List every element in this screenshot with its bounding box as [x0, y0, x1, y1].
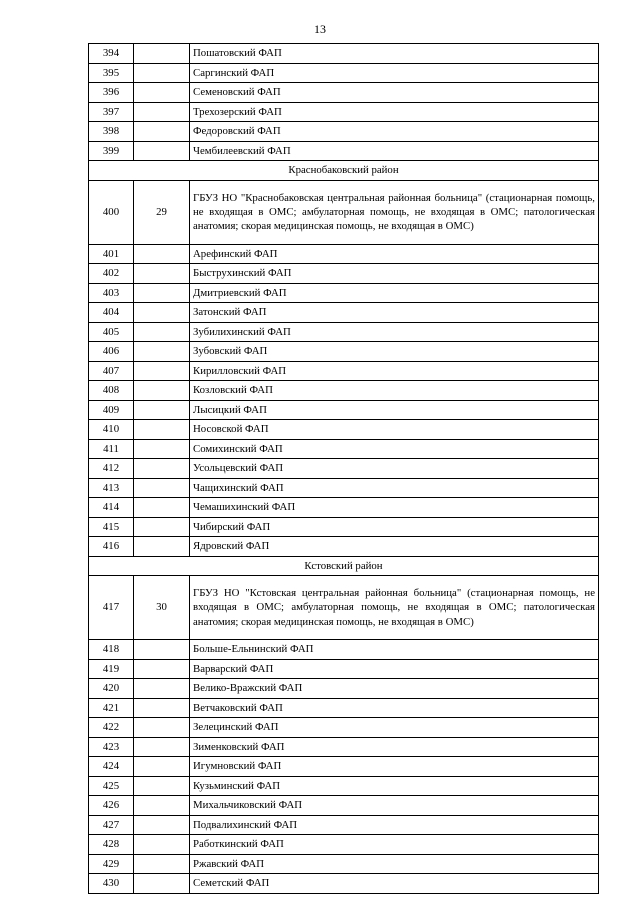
table-row	[89, 796, 599, 816]
facility-name: Лысицкий ФАП	[190, 400, 599, 420]
table-row	[89, 815, 599, 835]
facility-name: Затонский ФАП	[190, 303, 599, 323]
facility-name: Чибирский ФАП	[190, 517, 599, 537]
table-row	[89, 874, 599, 894]
org-code	[134, 322, 190, 342]
org-code: 29	[134, 180, 190, 244]
table-row	[89, 718, 599, 738]
facility-name: Работкинский ФАП	[190, 835, 599, 855]
org-code	[134, 264, 190, 284]
facility-name: Носовской ФАП	[190, 420, 599, 440]
facilities-table	[88, 43, 599, 894]
row-number: 423	[89, 737, 134, 757]
org-code	[134, 640, 190, 660]
row-number: 403	[89, 283, 134, 303]
facility-name: Михальчиковский ФАП	[190, 796, 599, 816]
row-number: 406	[89, 342, 134, 362]
table-row	[89, 459, 599, 479]
org-code	[134, 537, 190, 557]
table-row	[89, 322, 599, 342]
facility-name: Зубовский ФАП	[190, 342, 599, 362]
row-number: 401	[89, 244, 134, 264]
facility-name: Варварский ФАП	[190, 659, 599, 679]
table-row	[89, 854, 599, 874]
org-code	[134, 854, 190, 874]
facility-name: Ветчаковский ФАП	[190, 698, 599, 718]
table-row	[89, 537, 599, 557]
org-code	[134, 400, 190, 420]
table-row	[89, 342, 599, 362]
facility-name: ГБУЗ НО "Краснобаковская центральная районная больница" (стационарная помощь, не входящая в ОМС; амбулаторная помощь, не входящая в ОМС; патологическая анатомия; скорая медицинская помощь, не входящая в ОМС)	[190, 180, 599, 244]
table-row	[89, 439, 599, 459]
row-number: 421	[89, 698, 134, 718]
table-row	[89, 659, 599, 679]
facility-name: Козловский ФАП	[190, 381, 599, 401]
row-number: 405	[89, 322, 134, 342]
row-number: 424	[89, 757, 134, 777]
row-number: 428	[89, 835, 134, 855]
org-code	[134, 102, 190, 122]
row-number: 394	[89, 44, 134, 64]
row-number: 399	[89, 141, 134, 161]
row-number: 420	[89, 679, 134, 699]
org-code	[134, 718, 190, 738]
page-number: 13	[314, 22, 326, 36]
table-row	[89, 44, 599, 64]
row-number: 430	[89, 874, 134, 894]
org-code	[134, 776, 190, 796]
facility-name: Арефинский ФАП	[190, 244, 599, 264]
facility-name: Семетский ФАП	[190, 874, 599, 894]
table-body	[89, 44, 599, 894]
table-row	[89, 478, 599, 498]
table-row	[89, 381, 599, 401]
org-code	[134, 698, 190, 718]
table-row	[89, 757, 599, 777]
district-name: Кстовский район	[89, 556, 599, 576]
facility-name: Сомихинский ФАП	[190, 439, 599, 459]
org-code	[134, 815, 190, 835]
facility-name: Саргинский ФАП	[190, 63, 599, 83]
table-row	[89, 517, 599, 537]
row-number: 427	[89, 815, 134, 835]
facility-name: Зубилихинский ФАП	[190, 322, 599, 342]
table-row	[89, 698, 599, 718]
table-row	[89, 400, 599, 420]
org-code	[134, 361, 190, 381]
facility-name: Кирилловский ФАП	[190, 361, 599, 381]
table-row	[89, 244, 599, 264]
table-row	[89, 264, 599, 284]
row-number: 429	[89, 854, 134, 874]
district-header-row	[89, 556, 599, 576]
row-number: 415	[89, 517, 134, 537]
org-code: 30	[134, 576, 190, 640]
table-row	[89, 361, 599, 381]
org-code	[134, 874, 190, 894]
row-number: 422	[89, 718, 134, 738]
facility-name: Игумновский ФАП	[190, 757, 599, 777]
table-row	[89, 83, 599, 103]
org-code	[134, 83, 190, 103]
facility-name: Ядровский ФАП	[190, 537, 599, 557]
facility-name: Федоровский ФАП	[190, 122, 599, 142]
org-code	[134, 44, 190, 64]
table-row	[89, 102, 599, 122]
org-code	[134, 244, 190, 264]
org-code	[134, 381, 190, 401]
org-code	[134, 303, 190, 323]
facility-name: Усольцевский ФАП	[190, 459, 599, 479]
org-code	[134, 737, 190, 757]
table-row	[89, 122, 599, 142]
table-row	[89, 776, 599, 796]
org-code	[134, 757, 190, 777]
row-number: 417	[89, 576, 134, 640]
table-row	[89, 498, 599, 518]
row-number: 404	[89, 303, 134, 323]
table-row	[89, 835, 599, 855]
row-number: 407	[89, 361, 134, 381]
org-code	[134, 63, 190, 83]
table-row	[89, 737, 599, 757]
row-number: 414	[89, 498, 134, 518]
facility-name: Пошатовский ФАП	[190, 44, 599, 64]
row-number: 418	[89, 640, 134, 660]
facility-name: Зелецинский ФАП	[190, 718, 599, 738]
facility-name: Дмитриевский ФАП	[190, 283, 599, 303]
row-number: 416	[89, 537, 134, 557]
facility-name: Велико-Вражский ФАП	[190, 679, 599, 699]
row-number: 419	[89, 659, 134, 679]
facility-name: Быструхинский ФАП	[190, 264, 599, 284]
row-number: 396	[89, 83, 134, 103]
facility-name: ГБУЗ НО "Кстовская центральная районная больница" (стационарная помощь, не входящая в ОМС; амбулаторная помощь, не входящая в ОМС; патологическая анатомия; скорая медицинская помощь, не входящая в ОМС)	[190, 576, 599, 640]
table-row	[89, 303, 599, 323]
org-code	[134, 796, 190, 816]
facility-name: Чембилеевский ФАП	[190, 141, 599, 161]
row-number: 412	[89, 459, 134, 479]
row-number: 426	[89, 796, 134, 816]
row-number: 408	[89, 381, 134, 401]
hospital-row	[89, 180, 599, 244]
facility-name: Семеновский ФАП	[190, 83, 599, 103]
org-code	[134, 420, 190, 440]
table-row	[89, 679, 599, 699]
row-number: 409	[89, 400, 134, 420]
district-header-row	[89, 161, 599, 181]
org-code	[134, 122, 190, 142]
table-row	[89, 63, 599, 83]
org-code	[134, 498, 190, 518]
row-number: 402	[89, 264, 134, 284]
org-code	[134, 517, 190, 537]
org-code	[134, 659, 190, 679]
org-code	[134, 835, 190, 855]
org-code	[134, 141, 190, 161]
table-row	[89, 283, 599, 303]
facility-name: Зименковский ФАП	[190, 737, 599, 757]
facility-name: Трехозерский ФАП	[190, 102, 599, 122]
row-number: 411	[89, 439, 134, 459]
org-code	[134, 478, 190, 498]
row-number: 413	[89, 478, 134, 498]
facility-name: Чащихинский ФАП	[190, 478, 599, 498]
row-number: 397	[89, 102, 134, 122]
org-code	[134, 342, 190, 362]
org-code	[134, 439, 190, 459]
facility-name: Ржавский ФАП	[190, 854, 599, 874]
table-row	[89, 420, 599, 440]
row-number: 398	[89, 122, 134, 142]
org-code	[134, 679, 190, 699]
table-row	[89, 640, 599, 660]
row-number: 395	[89, 63, 134, 83]
facility-name: Подвалихинский ФАП	[190, 815, 599, 835]
row-number: 425	[89, 776, 134, 796]
row-number: 410	[89, 420, 134, 440]
table-row	[89, 141, 599, 161]
facility-name: Кузьминский ФАП	[190, 776, 599, 796]
hospital-row	[89, 576, 599, 640]
org-code	[134, 459, 190, 479]
district-name: Краснобаковский район	[89, 161, 599, 181]
facility-name: Чемашихинский ФАП	[190, 498, 599, 518]
facility-name: Больше-Ельнинский ФАП	[190, 640, 599, 660]
row-number: 400	[89, 180, 134, 244]
org-code	[134, 283, 190, 303]
